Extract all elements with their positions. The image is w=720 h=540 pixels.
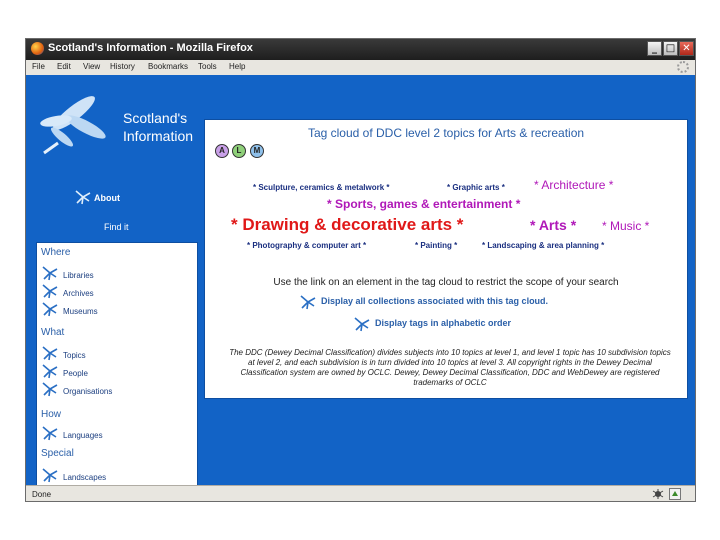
sidebar-item-label: People [63,369,88,378]
sidebar-heading-what: What [41,327,65,338]
site-title[interactable] [123,109,193,145]
dragonfly-icon [41,363,59,379]
display-collections-label: Display all collections associated with this tag cloud. [321,296,549,306]
circle-a-button[interactable]: A [215,144,229,158]
menu-bookmarks[interactable]: Bookmarks [148,62,189,71]
bug-icon[interactable] [652,488,664,500]
sidebar-item-label: Topics [63,351,86,360]
sidebar-item-label: Organisations [63,387,113,396]
status-bar [26,485,695,502]
tag-music[interactable]: * Music * [602,219,650,233]
menu-history[interactable]: History [110,62,135,71]
circle-m-button[interactable]: M [250,144,264,158]
status-text: Done [32,490,52,499]
dragonfly-icon [353,316,371,332]
sidebar-item-label: Libraries [63,271,94,280]
menu-file[interactable]: File [32,62,45,71]
tag-graphic-arts[interactable]: * Graphic arts * [447,183,505,192]
dragonfly-icon [41,265,59,281]
dragonfly-icon [41,301,59,317]
sidebar [36,242,198,498]
dragonfly-icon [74,189,92,205]
instruction-text: Use the link on an element in the tag cloud to restrict the scope of your search [273,277,619,288]
sidebar-heading-where: Where [41,247,71,258]
sidebar-item-label: Languages [63,431,103,440]
site-title-line1: Scotland's [123,110,188,126]
tag-drawing-decorative[interactable]: * Drawing & decorative arts * [231,215,464,234]
maximize-button[interactable]: □ [663,41,678,56]
tag-cloud-panel [204,119,688,399]
tag-arts[interactable]: * Arts * [530,217,577,233]
minimize-button[interactable]: _ [647,41,662,56]
sidebar-item-label: Archives [63,289,94,298]
dragonfly-icon [41,345,59,361]
dragonfly-icon [41,381,59,397]
dragonfly-logo-icon[interactable] [34,85,114,155]
browser-window [25,38,696,502]
dragonfly-icon [299,294,317,310]
nav-about-link[interactable] [94,193,120,203]
nav-find-it-link[interactable]: Find it [104,222,129,232]
menu-edit[interactable]: Edit [57,62,71,71]
menu-bar [26,60,695,75]
page-content [26,75,695,485]
menu-view[interactable]: View [83,62,101,71]
tag-sculpture[interactable]: * Sculpture, ceramics & metalwork * [253,183,390,192]
throbber-icon [677,61,689,73]
close-button[interactable]: ✕ [679,41,694,56]
circle-l-button[interactable]: L [232,144,246,158]
nav-about-label: About [94,193,120,203]
firefox-icon [31,42,44,55]
tag-landscaping[interactable]: * Landscaping & area planning * [482,241,605,250]
tag-painting[interactable]: * Painting * [415,241,458,250]
addon-icon[interactable] [669,488,681,500]
page-title: Tag cloud of DDC level 2 topics for Arts & recreation [307,126,585,140]
sidebar-item-label: Museums [63,307,98,316]
sidebar-heading-special: Special [41,448,74,459]
sidebar-heading-how: How [41,409,62,420]
dragonfly-icon [41,283,59,299]
tag-sports-games[interactable]: * Sports, games & entertainment * [327,197,521,211]
title-bar [26,39,695,60]
menu-tools[interactable]: Tools [198,62,217,71]
tag-photography[interactable]: * Photography & computer art * [247,241,367,250]
dragonfly-icon [41,467,59,483]
site-title-line2: Information [123,128,194,144]
dragonfly-icon [41,425,59,441]
sidebar-item-label: Landscapes [63,473,107,482]
ddc-copyright-note: The DDC (Dewey Decimal Classification) divides subjects into 10 topics at level 1, and level 1 topic has 10 subdivision topics at level 2, and each subdivision is in turn divided into 10 topics at level 3. All copyright rights in the Dewey Decimal Classification system are owned by OCLC. Dewey, Dewey Decimal Classification, DDC and WebDewey are registered trademarks of OCLC [229,348,671,387]
menu-help[interactable]: Help [229,62,246,71]
display-alphabetic-label: Display tags in alphabetic order [375,318,512,328]
tag-architecture[interactable]: * Architecture * [534,178,614,192]
window-title: Scotland's Information - Mozilla Firefox [48,42,253,54]
